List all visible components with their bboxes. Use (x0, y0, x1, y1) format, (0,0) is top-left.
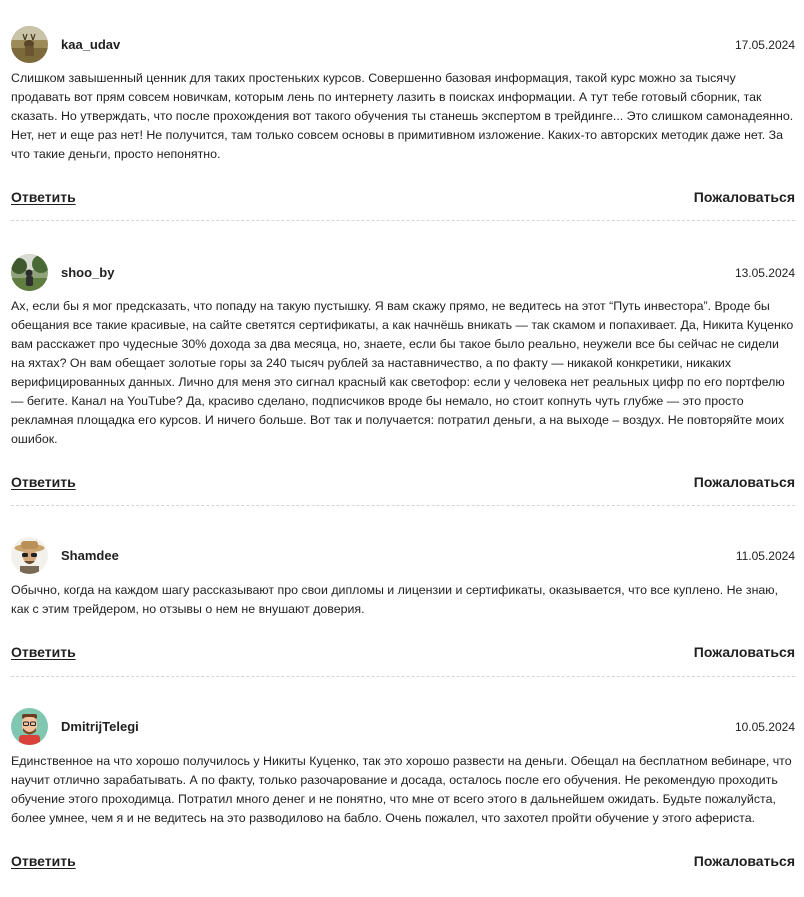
review-actions (11, 187, 795, 207)
review-date: 10.05.2024 (734, 720, 795, 734)
review-actions (11, 642, 795, 662)
review-header (11, 254, 795, 292)
divider (11, 505, 795, 506)
review-date: 13.05.2024 (734, 266, 795, 280)
review-text: Обычно, когда на каждом шагу рассказывают про свои дипломы и лицензии и сертификаты, оказывается, что все куплено. Не знаю, как с этим трейдером, но отзывы о нем не внушают доверия. (11, 583, 779, 616)
review-text: Ах, если бы я мог предсказать, что попаду на такую пустышку. Я вам скажу прямо, не ведитесь на этот “Путь инвестора”. Вроде бы обещания все такие красивые, на сайте светятся сертификаты, а как начнёшь вникать — так скамом и попахивает. Да, Никита Куценко вам расскажет про чудесные 30% дохода за два месяца, но, знаете, если бы такое было реально, неужели все бы сейчас не сидели на яхтах? Он вам обещает золотые горы за 240 тысяч рублей за наставничество, а по факту — никакой конкретики, никаких верифицированных данных. Лично для меня это сигнал красный как светофор: если у человека нет реальных цифр по его портфелю — бегите. Канал на YouTube? Да, красиво сделано, подписчиков вроде бы немало, но стоит копнуть чуть глубже — это просто рекламная площадка его курсов. И ничего больше. Вот так и получается: потратил деньги, а на выходе – воздух. Не повторяйте моих ошибок. (11, 299, 794, 446)
divider (11, 220, 795, 221)
review-username[interactable]: DmitrijTelegi (61, 719, 139, 734)
review-header (11, 708, 795, 746)
review-item (11, 537, 795, 662)
review-actions (11, 851, 795, 871)
man-with-hat-avatar-icon[interactable] (11, 537, 48, 574)
review-item (11, 254, 795, 492)
reply-button[interactable]: Ответить (11, 189, 76, 205)
cartoon-man-avatar-icon[interactable] (11, 708, 48, 745)
review-username[interactable]: shoo_by (61, 265, 115, 280)
review-header (11, 537, 795, 575)
deer-photo-avatar-icon[interactable] (11, 26, 48, 63)
review-text: Слишком завышенный ценник для таких простеньких курсов. Совершенно базовая информация, такой курс можно за тысячу продавать вот прям совсем новичкам, которым лень по интернету лазить в поисках информации. А тут тебе готовый сборник, так сказать. Но утверждать, что после прохождения вот такого обучения ты станешь экспертом в трейдинге... Это слишком самонадеянно. Нет, нет и еще раз нет! Не получится, там только совсем основы в примитивном изложение. Каких-то авторских методик даже нет. За что такие деньги, просто непонятно. (11, 71, 794, 161)
reply-button[interactable]: Ответить (11, 644, 76, 660)
review-item (11, 26, 795, 207)
review-username[interactable]: kaa_udav (61, 37, 121, 52)
review-text: Единственное на что хорошо получилось у Никиты Куценко, так это хорошо развести на деньги. Обещал на бесплатном вебинаре, что научит отлично зарабатывать. А по факту, только разочарование и досада, осталось после его обучения. Не рекомендую проходить обучение этого проходимца. Потратил много денег и не понятно, что мне от всего этого в дальнейшем ожидать. Будьте пожалуйста, более умнее, чем я и не ведитесь на это разводилово на бабло. Очень пожалел, что захотел пройти обучение у этого афериста. (11, 754, 792, 825)
review-header (11, 26, 795, 64)
park-photo-avatar-icon[interactable] (11, 254, 48, 291)
reply-button[interactable]: Ответить (11, 474, 76, 490)
review-actions (11, 472, 795, 492)
reply-button[interactable]: Ответить (11, 853, 76, 869)
review-item (11, 708, 795, 871)
divider (11, 676, 795, 677)
report-button[interactable]: Пожаловаться (693, 644, 795, 660)
report-button[interactable]: Пожаловаться (693, 189, 795, 205)
report-button[interactable]: Пожаловаться (693, 853, 795, 869)
review-username[interactable]: Shamdee (61, 548, 119, 563)
review-date: 11.05.2024 (735, 549, 795, 563)
report-button[interactable]: Пожаловаться (693, 474, 795, 490)
review-date: 17.05.2024 (734, 38, 795, 52)
